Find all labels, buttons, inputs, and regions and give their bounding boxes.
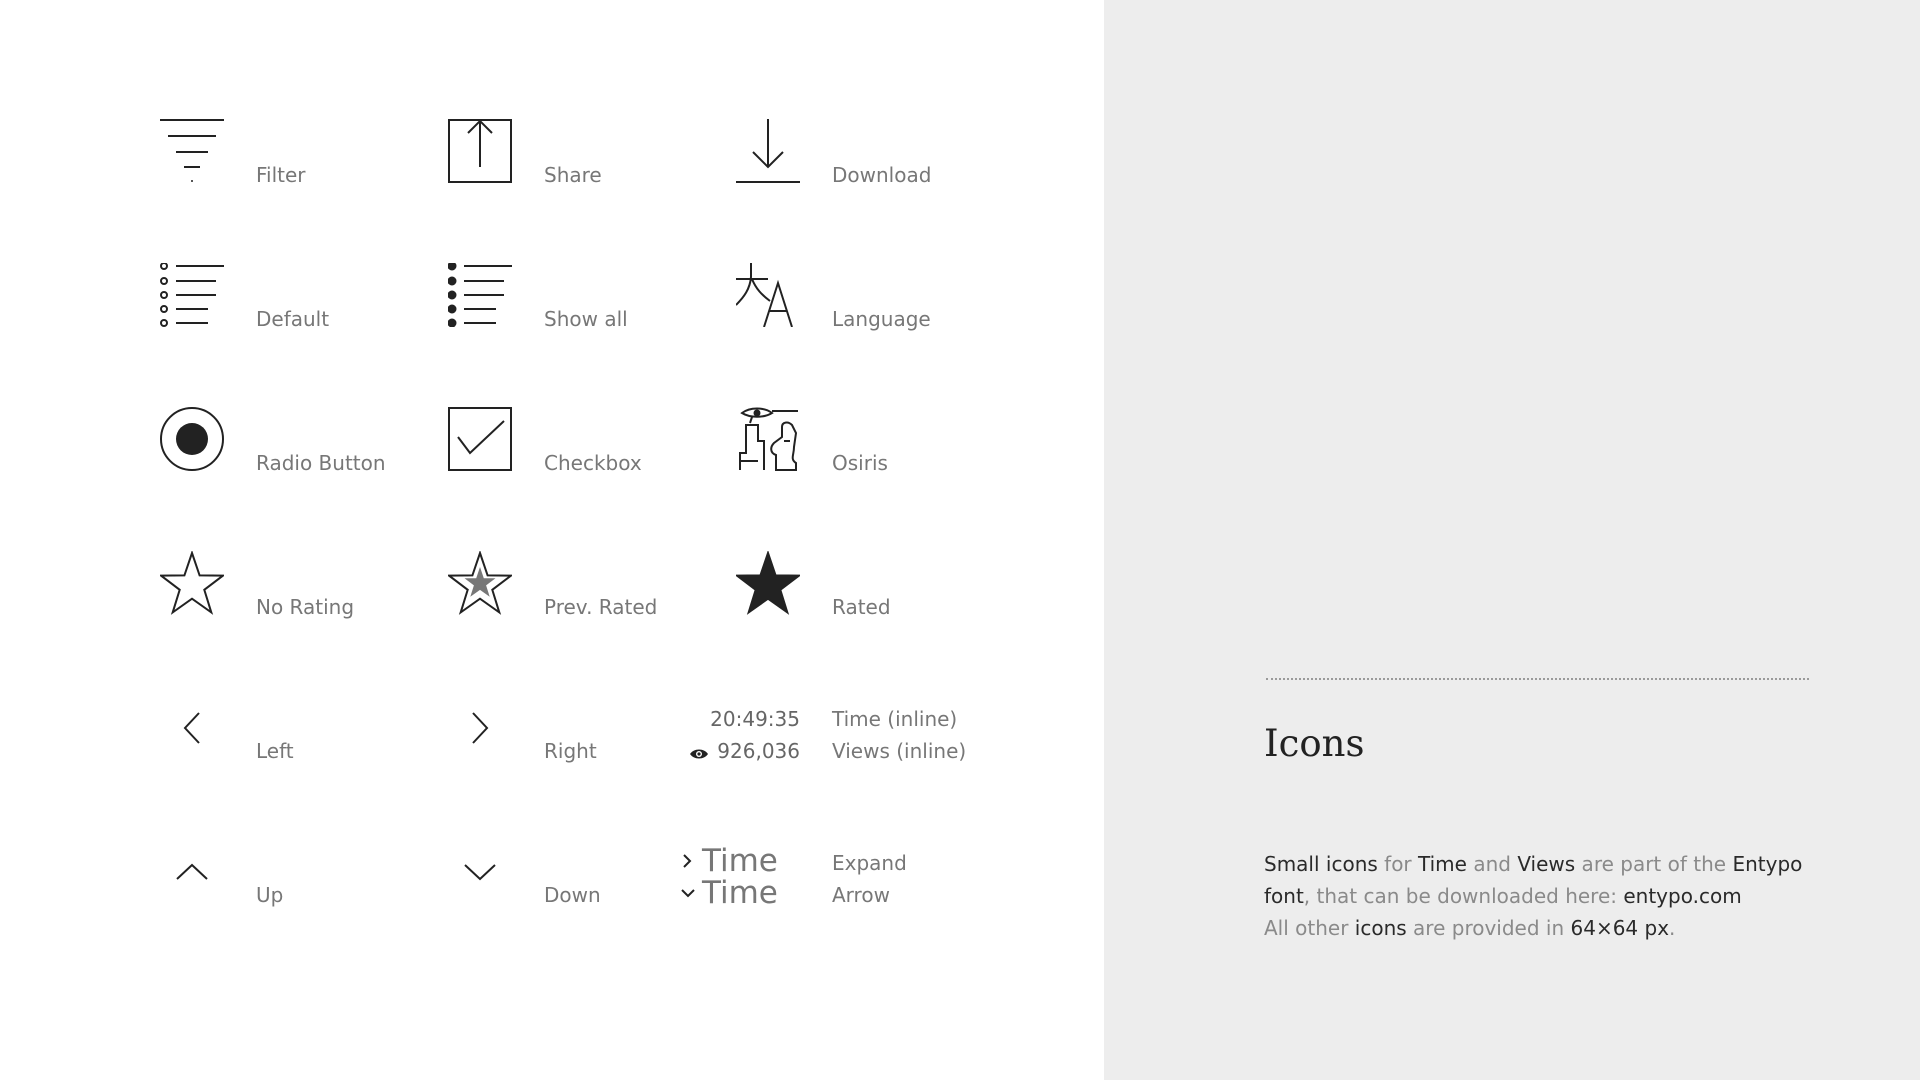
- show-all-list-icon: [448, 263, 512, 327]
- desc-text: 64×64 px: [1570, 916, 1670, 940]
- views-inline-value: 926,036: [717, 739, 800, 763]
- prev-rated-star-icon: [448, 551, 512, 615]
- up-label: Up: [256, 883, 284, 907]
- description-line-1: [1264, 848, 1824, 880]
- show-all-label: Show all: [544, 307, 628, 331]
- desc-text: are part of the: [1575, 852, 1733, 876]
- chevron-up-icon: [160, 839, 224, 903]
- filter-icon: [160, 119, 224, 183]
- expand-time-word: Time: [702, 843, 778, 879]
- default-list-icon: [160, 263, 224, 327]
- no-rating-label: No Rating: [256, 595, 355, 619]
- desc-text: for: [1377, 852, 1419, 876]
- language-icon: [736, 263, 800, 327]
- rated-label: Rated: [832, 595, 891, 619]
- eye-icon: [689, 745, 709, 757]
- radio-button-icon: [160, 407, 224, 471]
- desc-text: Time: [1418, 852, 1467, 876]
- chevron-right-small-icon: [680, 853, 694, 869]
- arrow-label: Arrow: [832, 883, 890, 907]
- osiris-label: Osiris: [832, 451, 888, 475]
- expand-arrow-collapsed: [680, 845, 800, 877]
- desc-text: Entypo: [1732, 852, 1803, 876]
- expand-label: Expand: [832, 851, 907, 875]
- desc-text: Views: [1517, 852, 1576, 876]
- download-label: Download: [832, 163, 932, 187]
- page-title: Icons: [1264, 722, 1365, 765]
- desc-text: icons: [1354, 916, 1407, 940]
- checkbox-icon: [448, 407, 512, 471]
- prev-rated-label: Prev. Rated: [544, 595, 658, 619]
- chevron-left-icon: [160, 695, 224, 759]
- collapse-time-word: Time: [702, 875, 778, 911]
- default-label: Default: [256, 307, 330, 331]
- description: [1264, 848, 1824, 944]
- language-label: Language: [832, 307, 931, 331]
- filter-label: Filter: [256, 163, 306, 187]
- time-inline-value: 20:49:35: [710, 707, 800, 731]
- chevron-right-icon: [448, 695, 512, 759]
- desc-text: font: [1264, 884, 1304, 908]
- download-icon: [736, 119, 800, 183]
- time-inline-label: Time (inline): [832, 707, 958, 731]
- radio-button-label: Radio Button: [256, 451, 386, 475]
- rated-star-icon: [736, 551, 800, 615]
- entypo-link[interactable]: entypo.com: [1623, 884, 1742, 908]
- views-inline-label: Views (inline): [832, 739, 967, 763]
- left-label: Left: [256, 739, 294, 763]
- views-inline: [660, 739, 800, 763]
- desc-text: and: [1466, 852, 1518, 876]
- expand-arrow-expanded: [680, 877, 800, 909]
- share-label: Share: [544, 163, 602, 187]
- checkbox-label: Checkbox: [544, 451, 642, 475]
- desc-text: All other: [1264, 916, 1355, 940]
- section-divider: [1266, 678, 1809, 680]
- description-line-3: [1264, 912, 1824, 944]
- desc-text: are provided in: [1406, 916, 1571, 940]
- share-icon: [448, 119, 512, 183]
- down-label: Down: [544, 883, 601, 907]
- chevron-down-icon: [448, 839, 512, 903]
- osiris-icon: [736, 407, 800, 471]
- description-line-2: [1264, 880, 1824, 912]
- desc-text: , that can be downloaded here:: [1303, 884, 1624, 908]
- chevron-down-small-icon: [680, 885, 694, 901]
- desc-text: .: [1669, 916, 1676, 940]
- right-label: Right: [544, 739, 597, 763]
- no-rating-star-icon: [160, 551, 224, 615]
- desc-text: Small icons: [1264, 852, 1378, 876]
